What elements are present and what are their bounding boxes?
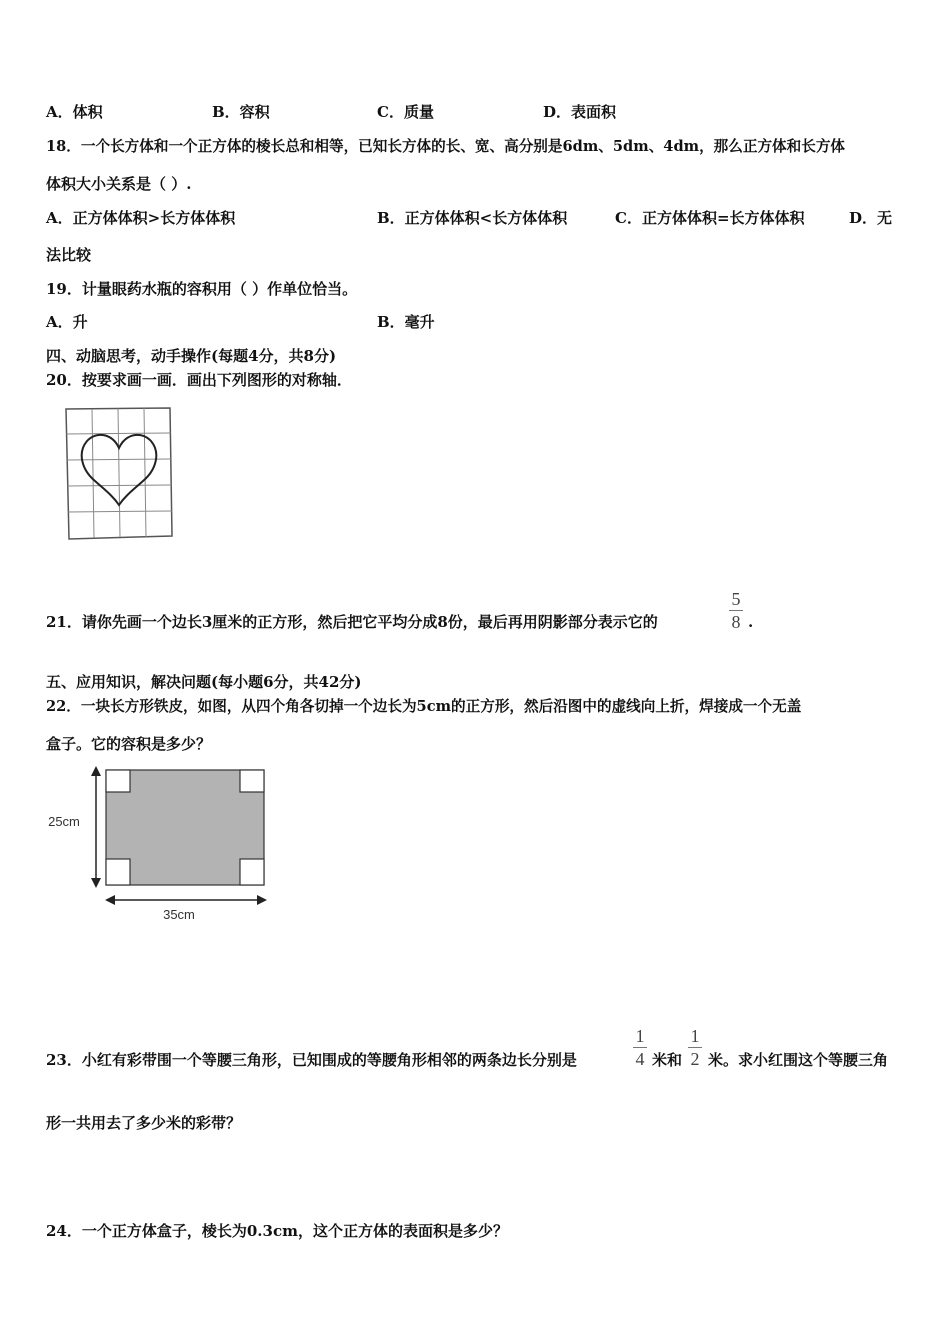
- fraction-denominator: 2: [690, 1049, 700, 1069]
- question-23-line2: 形一共用去了多少米的彩带？: [46, 1114, 242, 1132]
- option-a: A．升: [46, 313, 88, 331]
- question-23-end: 米。求小红围这个等腰三角: [708, 1051, 889, 1069]
- fraction-numerator: 5: [731, 589, 741, 609]
- question-23-mid: 米和: [652, 1051, 683, 1069]
- option-a: A．正方体体积>长方体体积: [46, 209, 236, 227]
- question-18-line2: 体积大小关系是（ ）.: [46, 175, 192, 193]
- question-18-line1: 18．一个长方体和一个正方体的棱长总和相等，已知长方体的长、宽、高分别是6dm、5dm、4dm，那么正方体和长方体: [46, 138, 846, 155]
- iron-sheet-figure: [40, 762, 280, 922]
- question-21: [46, 612, 658, 632]
- section-4-heading: 四、动脑思考，动手操作(每题4分，共8分): [46, 347, 337, 365]
- option-b: B．容积: [212, 103, 270, 121]
- option-d-continued: 法比较: [46, 246, 92, 264]
- height-label: 25cm: [48, 814, 80, 829]
- question-22-line2: 盒子。它的容积是多少？: [46, 735, 212, 753]
- option-b: B．正方体体积<长方体体积: [377, 209, 568, 227]
- question-21-text: 21．请你先画一个边长3厘米的正方形，然后把它平均分成8份，最后再用阴影部分表示它的: [46, 613, 658, 631]
- option-d: D．无: [849, 209, 893, 227]
- heart-grid-figure: [60, 404, 176, 544]
- section-5-heading: 五、应用知识，解决问题(每小题6分，共42分): [46, 673, 362, 691]
- fraction-five-eighths: [729, 590, 743, 631]
- question-20: 20．按要求画一画．画出下列图形的对称轴．: [46, 371, 352, 389]
- fraction-denominator: 8: [731, 612, 741, 632]
- question-23-part1: 23．小红有彩带围一个等腰三角形，已知围成的等腰角形相邻的两条边长分别是: [46, 1051, 577, 1069]
- option-c: C．质量: [377, 103, 434, 121]
- option-b: B．毫升: [377, 313, 435, 331]
- fraction-one-quarter: [633, 1027, 647, 1068]
- width-label: 35cm: [163, 907, 195, 922]
- question-21-end: .: [748, 613, 754, 631]
- question-22-line1: 22．一块长方形铁皮，如图，从四个角各切掉一个边长为5cm的正方形，然后沿图中的虚线向上折，焊接成一个无盖: [46, 698, 802, 715]
- fraction-one-half: [688, 1027, 702, 1068]
- option-d: D．表面积: [543, 103, 617, 121]
- question-19: 19．计量眼药水瓶的容积用（ ）作单位恰当。: [46, 280, 358, 298]
- fraction-denominator: 4: [635, 1049, 645, 1069]
- fraction-numerator: 1: [635, 1026, 645, 1046]
- question-24: 24．一个正方体盒子，棱长为0.3cm，这个正方体的表面积是多少？: [46, 1222, 508, 1240]
- fraction-numerator: 1: [690, 1026, 700, 1046]
- option-a: A．体积: [46, 103, 103, 121]
- option-c: C．正方体体积=长方体体积: [615, 209, 805, 227]
